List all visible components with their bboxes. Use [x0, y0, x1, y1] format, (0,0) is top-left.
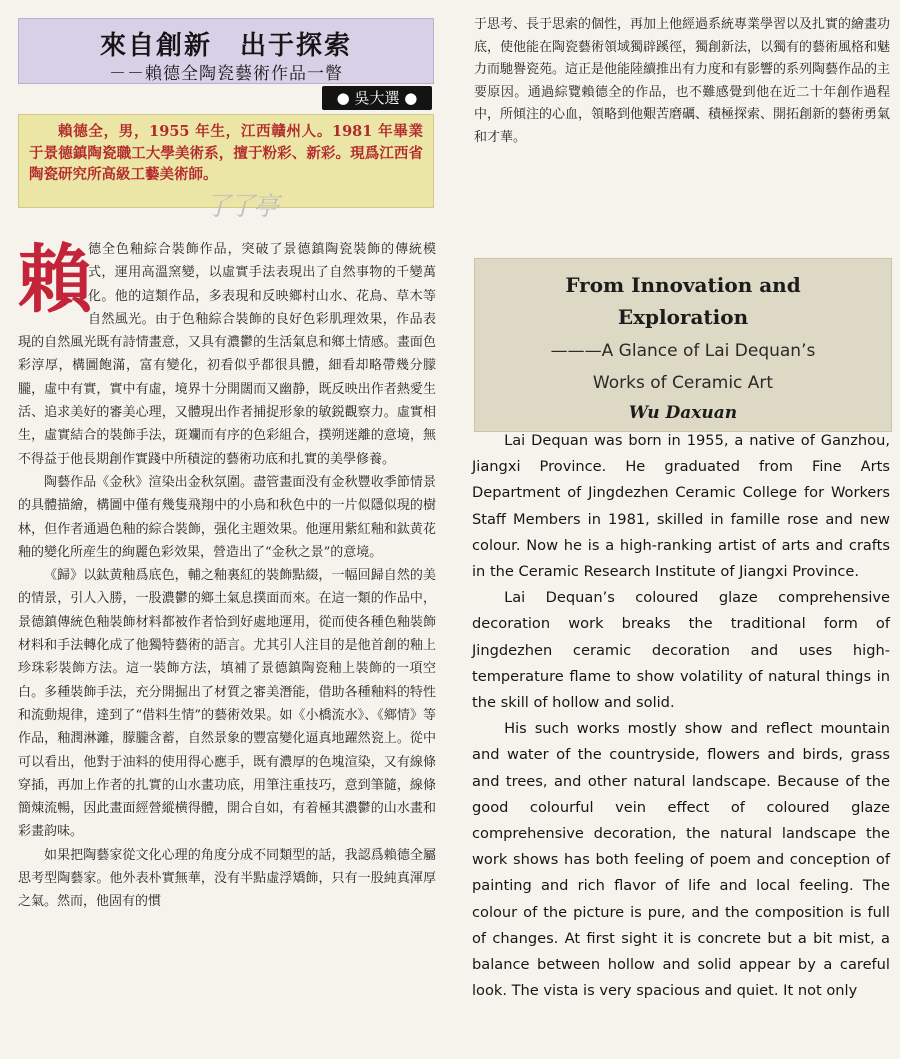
zh-title-main: 來自創新 出于探索 [99, 31, 352, 61]
en-subtitle-line-2: Works of Ceramic Art [592, 373, 774, 393]
zh-paragraph-3: 《歸》以鈦黄釉爲底色，輔之釉裏紅的裝飾點綴，一幅回歸自然的美的情景，引人入勝，一股濃鬱的鄉土氣息撲面而來。在這一類的作品中，景德鎮傳統色釉裝飾材料都被作者恰到好處地運用，從而使各種色釉裝飾材料和手法轉化成了他獨特藝術的語言。尤其引人注目的是他首創的釉上珍珠彩裝飾方法。這一裝飾方法，填補了景德鎮陶瓷釉上裝飾的一項空白。多種裝飾手法，充分開掘出了材質之審美潛能，借助各種釉料的特性和流動規律，達到了“借料生情”的藝術效果。如《小橋流水》、《鄉情》等作品，釉潤淋灕，朦朧含蓄，自然景象的豐富變化逼真地躍然瓷上。從中可以看出，他對于油料的使用得心應手，既有濃厚的色塊渲染，又有線條穿插，再加上作者的扎實的山水畫功底，用筆注重技巧，意到筆隨，線條簡煉流暢，因此畫面經營縱横得體，開合自如，有着極其濃鬱的山水畫和彩畫韵味。 [18, 568, 436, 840]
drop-cap: 賴 [18, 237, 92, 323]
zh-paragraph-4: 如果把陶藝家從文化心理的角度分成不同類型的話，我認爲賴德全屬思考型陶藝家。他外表朴實無華，没有半點虛浮矯飾，只有一股純真渾厚之氣。然而，他固有的慣 [18, 847, 436, 910]
en-author: Wu Daxuan [628, 403, 738, 423]
en-paragraph-2: Lai Dequan’s coloured glaze comprehensive decoration work breaks the traditional form of Jingdezhen ceramic decoration and uses high-temperature flame to show volatility of natural things in the skill of hollow and solid. [472, 589, 890, 712]
zh-paragraph-1: 德全色釉綜合裝飾作品，突破了景德鎮陶瓷裝飾的傳統模式，運用高溫窯變，以虛實手法表現出了自然事物的千變萬化。他的這類作品，多表現和反映鄉村山水、花鳥、草木等自然風光。由于色釉綜合裝飾的良好色彩肌理效果，作品表現的自然風光既有詩情畫意，又具有濃鬱的生活氣息和鄉土情感。畫面色彩淳厚，構圖飽滿，富有變化，初看似乎都很具體，細看却略帶幾分朦朧，虛中有實，實中有虛，境界十分開闊而又幽静，既反映出作者熱愛生活、追求美好的審美心理，又體現出作者捕捉形象的敏鋭觀察力。虛實相生，虛實結合的裝飾手法，斑斕而有序的色彩組合，撲朔迷離的意境，無不得益于他長期創作實踐中所積淀的藝術功底和扎實的美學修養。 [18, 242, 436, 467]
en-paragraph-1: Lai Dequan was born in 1955, a native of Ganzhou, Jiangxi Province. He graduated from Fine Arts Department of Jingdezhen Ceramic College for Workers Staff Members in 1981, skilled in famille rose and new colour. Now he is a high-ranking artist of arts and crafts in the Ceramic Research Institute of Jiangxi Province. [472, 432, 890, 581]
english-column [460, 0, 900, 1059]
en-subtitle-line-1: ———A Glance of Lai Dequan’s [550, 341, 816, 361]
en-paragraph-3: His such works mostly show and reflect mountain and water of the countryside, flowers and birds, grass and trees, and other natural landscape. Because of the good colourful vein effect of coloured glaze comprehensive decoration, the natural landscape the work shows has both feeling of poem and conception of painting and rich flavor of life and local feeling. The colour of the picture is pure, and the composition is full of changes. At first sight it is concrete but a bit mist, a balance between hollow and solid appear by a careful look. The vista is very spacious and quiet. It not only [472, 720, 890, 1000]
en-body [472, 428, 890, 1004]
zh-author-badge: ● 吳大選 ● [322, 86, 432, 110]
en-title-line-2: Exploration [617, 305, 749, 329]
zh-intro-text: 賴德全，男，1955 年生，江西贛州人。1981 年畢業于景德鎮陶瓷職工大學美術系，擅于粉彩、新彩。現爲江西省陶瓷研究所高級工藝美術師。 [29, 123, 423, 183]
en-title-line-1: From Innovation and [565, 273, 801, 297]
zh-continuation: 于思考、長于思索的個性，再加上他經過系統專業學習以及扎實的繪畫功底，使他能在陶瓷藝術領域獨辟蹊徑，獨創新法，以獨有的藝術風格和魅力而馳譽瓷苑。這正是他能陸續推出有力度和有影響的系列陶藝作品的主要原因。通過綜覽賴德全的作品，也不難感覺到他在近二十年創作過程中，所傾注的心血，領略到他艱苦磨礪、積極探索、開拓創新的藝術勇氣和才華。 [474, 17, 891, 145]
zh-title-sub: －－賴德全陶瓷藝術作品一瞥 [109, 64, 343, 84]
watermark-stamp: 了了亭 [205, 192, 278, 222]
en-title-box [474, 258, 892, 432]
zh-body [18, 238, 436, 914]
zh-title-box [18, 18, 434, 84]
zh-paragraph-2: 陶藝作品《金秋》渲染出金秋氛圍。盡管畫面没有金秋豐收季節情景的具體描繪，構圖中僅有幾隻飛翔中的小鳥和秋色中的一片似隱似現的樹林，但作者通過色釉的綜合裝飾，强化主題效果。他運用紫紅釉和鈦黄花釉的變化所産生的絢麗色彩效果，營造出了“金秋之景”的意境。 [18, 474, 436, 560]
